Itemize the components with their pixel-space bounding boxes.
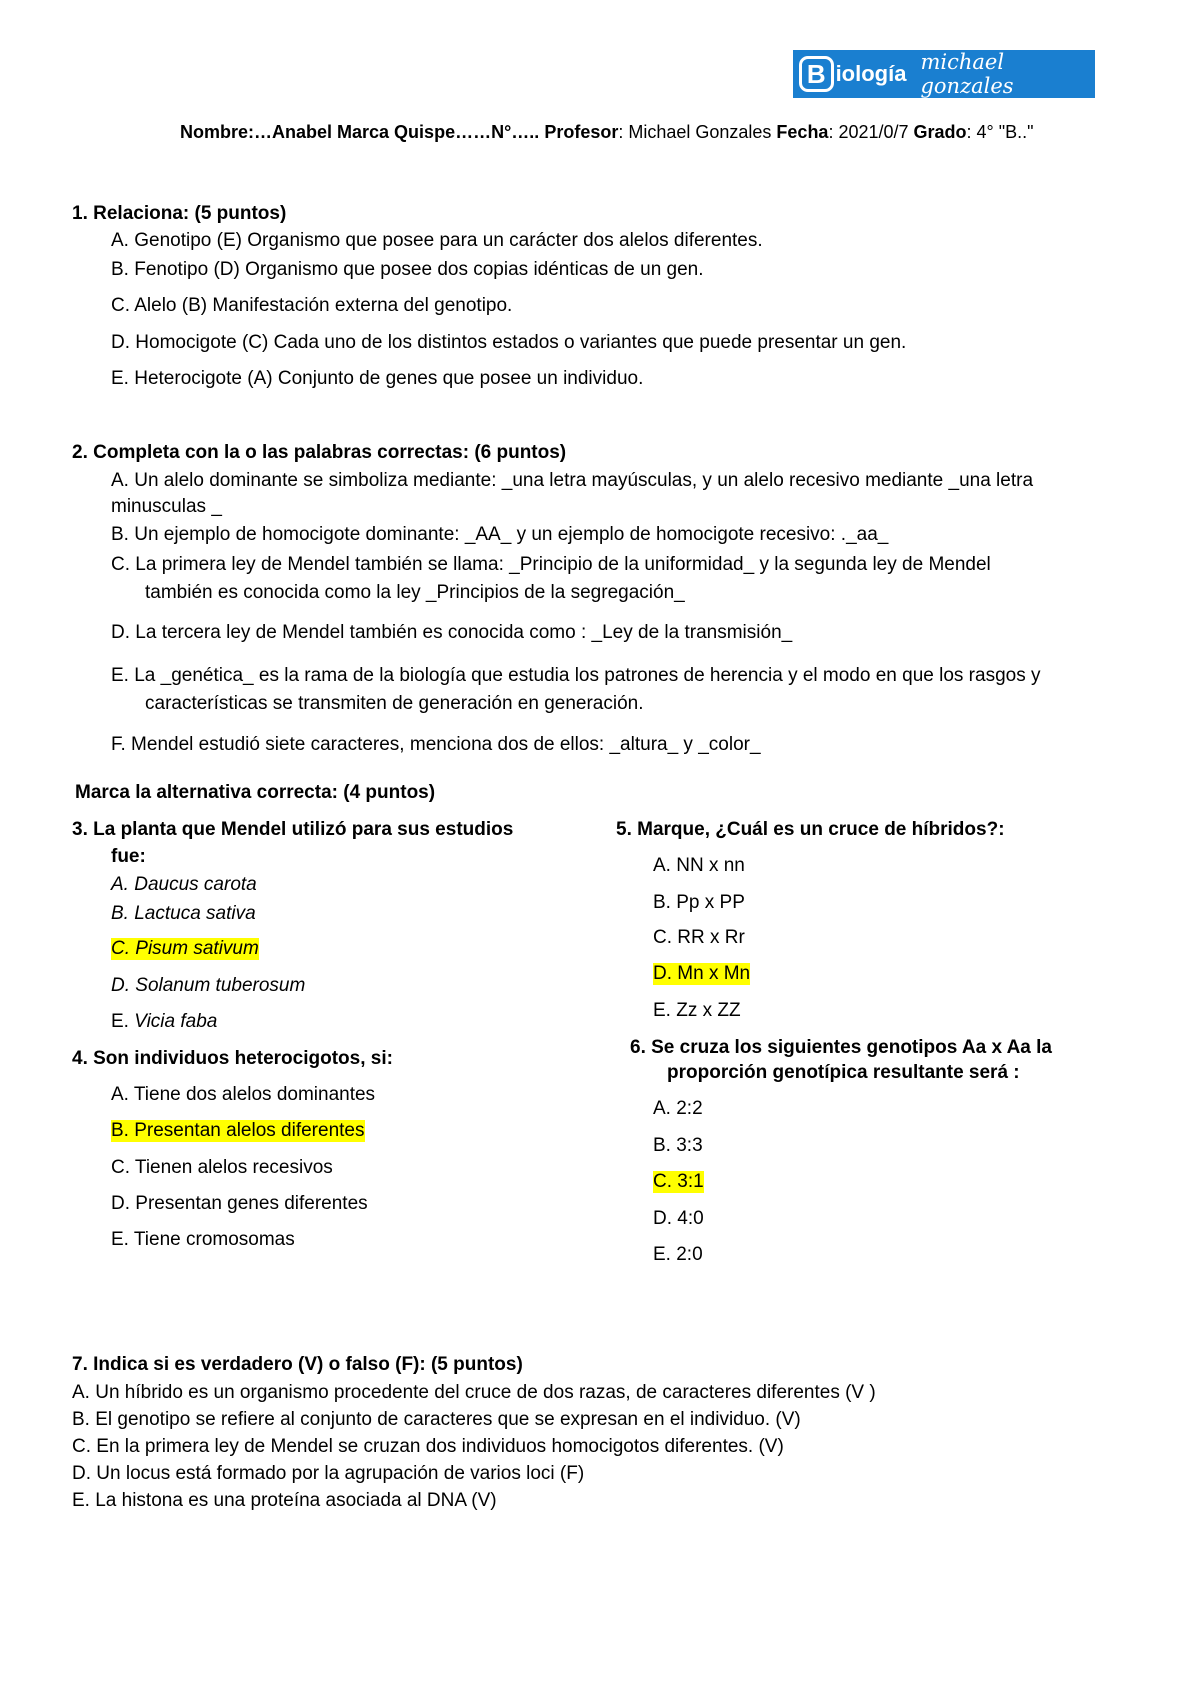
q5-option-a: A. NN x nn — [653, 855, 745, 876]
q5-title: 5. Marque, ¿Cuál es un cruce de híbridos?: — [616, 819, 1005, 840]
grado-value: : 4° "B.." — [966, 122, 1034, 142]
q6-option-e: E. 2:0 — [653, 1244, 703, 1265]
q3-option-b: B. Lactuca sativa — [111, 903, 256, 924]
q5-option-e: E. Zz x ZZ — [653, 1000, 741, 1021]
q4-option-d: D. Presentan genes diferentes — [111, 1193, 368, 1214]
q1-item-d: D. Homocigote (C) Cada uno de los distintos estados o variantes que puede presentar un gen. — [111, 332, 907, 353]
q6-title-line2: proporción genotípica resultante será : — [667, 1062, 1020, 1083]
q2-item-c-line2: también es conocida como la ley _Principios de la segregación_ — [145, 582, 685, 603]
q4-option-e: E. Tiene cromosomas — [111, 1229, 295, 1250]
q3-option-c-highlighted: C. Pisum sativum — [111, 938, 259, 959]
grado-label: Grado — [913, 122, 967, 142]
profesor-value: : Michael Gonzales — [618, 122, 777, 142]
numero-value: ….. — [511, 122, 540, 142]
q3-title-line1: 3. La planta que Mendel utilizó para sus estudios — [72, 819, 514, 840]
q3-option-a: A. Daucus carota — [111, 874, 257, 895]
q3-title-line2: fue: — [111, 846, 146, 867]
q1-title: 1. Relaciona: (5 puntos) — [72, 203, 287, 224]
q7-item-a: A. Un híbrido es un organismo procedente del cruce de dos razas, de caracteres diferentes (V ) — [72, 1382, 876, 1403]
profesor-label: Profesor — [544, 122, 619, 142]
q1-item-e: E. Heterocigote (A) Conjunto de genes que posee un individuo. — [111, 368, 644, 389]
q5-option-d-highlighted: D. Mn x Mn — [653, 963, 751, 984]
q7-item-d: D. Un locus está formado por la agrupación de varios loci (F) — [72, 1463, 585, 1484]
q3-option-d: D. Solanum tuberosum — [111, 975, 306, 996]
q2-item-e-line2: características se transmiten de generación en generación. — [145, 693, 644, 714]
nombre-value: …Anabel Marca Quispe…… — [254, 122, 492, 142]
student-header — [180, 122, 1034, 143]
q1-item-b: B. Fenotipo (D) Organismo que posee dos copias idénticas de un gen. — [111, 259, 704, 280]
q2-item-f: F. Mendel estudió siete caracteres, menciona dos de ellos: _altura_ y _color_ — [111, 734, 761, 755]
q3-option-e-text: Vicia faba — [134, 1011, 218, 1032]
q3-option-e — [111, 1011, 217, 1033]
q4-option-b-highlighted: B. Presentan alelos diferentes — [111, 1120, 365, 1141]
q7-item-b: B. El genotipo se refiere al conjunto de caracteres que se expresan en el individuo. (V) — [72, 1409, 801, 1430]
q4-option-c: C. Tienen alelos recesivos — [111, 1157, 333, 1178]
q2-item-d: D. La tercera ley de Mendel también es conocida como : _Ley de la transmisión_ — [111, 622, 793, 643]
q5-option-c: C. RR x Rr — [653, 927, 745, 948]
q2-item-c-line1: C. La primera ley de Mendel también se llama: _Principio de la uniformidad_ y la segunda ley de Mendel — [111, 554, 991, 575]
section-title-alternatives: Marca la alternativa correcta: (4 puntos) — [75, 782, 436, 803]
logo — [793, 50, 1095, 98]
logo-script: michael gonzales — [920, 50, 1014, 98]
q4-title: 4. Son individuos heterocigotos, si: — [72, 1048, 393, 1069]
q6-option-c-highlighted: C. 3:1 — [653, 1171, 704, 1192]
q2-item-a-line2: minusculas _ — [111, 496, 222, 517]
q2-item-e-line1: E. La _genética_ es la rama de la biología que estudia los patrones de herencia y el modo en que los rasgos y — [111, 665, 1041, 686]
q6-title-line1: 6. Se cruza los siguientes genotipos Aa x Aa la — [630, 1037, 1052, 1058]
q7-title: 7. Indica si es verdadero (V) o falso (F): (5 puntos) — [72, 1354, 523, 1375]
nombre-label: Nombre: — [180, 122, 255, 142]
q7-item-e: E. La histona es una proteína asociada al DNA (V) — [72, 1490, 497, 1511]
q6-option-b: B. 3:3 — [653, 1135, 703, 1156]
q3-option-e-prefix: E. — [111, 1011, 135, 1032]
q2-item-a-line1: A. Un alelo dominante se simboliza mediante: _una letra mayúsculas, y un alelo recesivo mediante _una letra — [111, 470, 1034, 491]
q4-option-a: A. Tiene dos alelos dominantes — [111, 1084, 376, 1105]
q1-item-c: C. Alelo (B) Manifestación externa del genotipo. — [111, 295, 513, 316]
numero-label: N° — [491, 122, 512, 142]
q6-option-d: D. 4:0 — [653, 1208, 704, 1229]
q6-option-a: A. 2:2 — [653, 1098, 703, 1119]
q2-item-b: B. Un ejemplo de homocigote dominante: _AA_ y un ejemplo de homocigote recesivo: ._aa_ — [111, 524, 889, 545]
q1-item-a: A. Genotipo (E) Organismo que posee para un carácter dos alelos diferentes. — [111, 230, 763, 251]
logo-letter: B — [799, 56, 834, 92]
fecha-label: Fecha — [776, 122, 829, 142]
q5-option-b: B. Pp x PP — [653, 892, 745, 913]
q2-title: 2. Completa con la o las palabras correctas: (6 puntos) — [72, 442, 567, 463]
logo-word: iología — [835, 61, 907, 86]
fecha-value: : 2021/0/7 — [828, 122, 914, 142]
q7-item-c: C. En la primera ley de Mendel se cruzan dos individuos homocigotos diferentes. (V) — [72, 1436, 784, 1457]
